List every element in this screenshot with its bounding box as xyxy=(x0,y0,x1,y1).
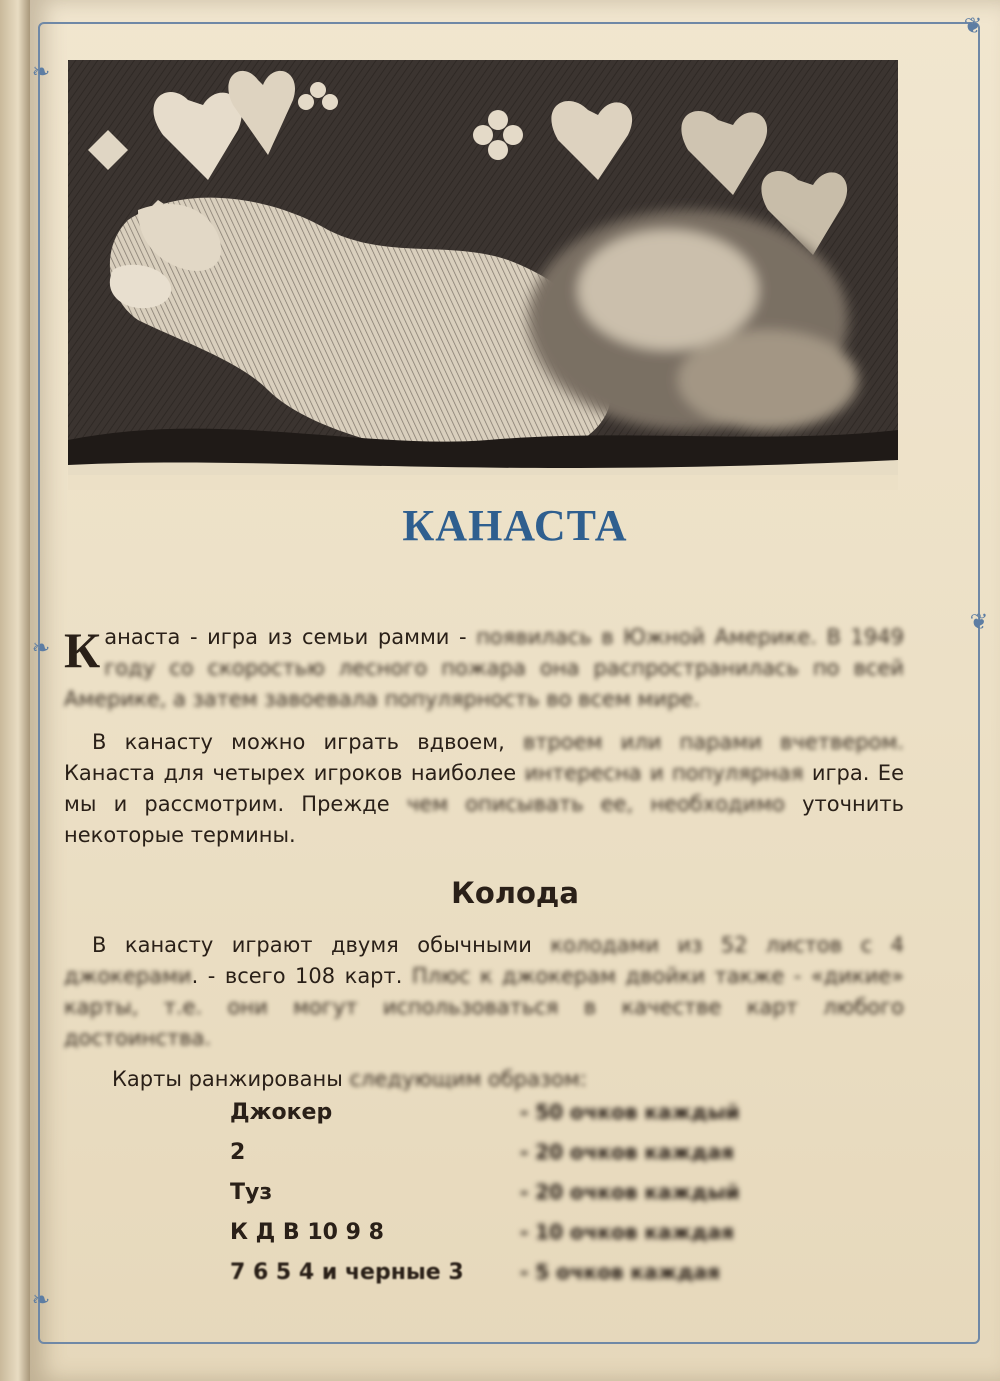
ranking-card: К Д В 10 9 8 xyxy=(230,1220,384,1245)
players-text-4: уточнить некоторые термины. xyxy=(64,792,904,847)
dropcap: К xyxy=(64,622,101,678)
players-text-3: игра. Ее мы и рассмотрим. Прежде xyxy=(64,761,904,816)
flourish-icon: ❧ xyxy=(31,636,51,661)
ranking-points: - 10 очков каждая xyxy=(520,1220,734,1244)
deck-text-1: В канасту играют двумя обычными xyxy=(92,933,551,957)
engraving-illustration xyxy=(68,60,898,490)
ranking-points: - 20 очков каждая xyxy=(520,1140,734,1164)
players-text-blurred-1: втроем или парами вчетвером. xyxy=(522,730,904,754)
players-text-1: В канасту можно играть вдвоем, xyxy=(92,730,523,754)
deck-text-blurred-2: Плюс к джокерам двойки также - «дикие» карты, т.е. они могут использоваться в качестве карт любого достоинства. xyxy=(64,964,904,1050)
deck-text-2: . - всего 108 карт. xyxy=(191,964,412,988)
flourish-icon: ❦ xyxy=(963,14,983,39)
ranking-intro-text: Карты ранжированы xyxy=(112,1067,350,1091)
players-text-blurred-3: чем описывать ее, необходимо xyxy=(406,792,785,816)
book-page xyxy=(30,0,1000,1381)
page-title: КАНАСТА xyxy=(402,501,628,550)
ranking-card: Туз xyxy=(230,1180,273,1205)
flourish-icon: ❧ xyxy=(31,1288,51,1313)
intro-text: анаста - игра из семьи рамми - xyxy=(104,625,477,649)
ranking-card: 7 6 5 4 и черные 3 xyxy=(230,1260,464,1285)
ranking-row xyxy=(230,1100,790,1140)
ranking-row xyxy=(230,1260,790,1300)
ranking-row xyxy=(230,1180,790,1220)
intro-paragraph xyxy=(64,622,904,715)
ranking-card: Джокер xyxy=(230,1100,333,1125)
left-page-edge xyxy=(0,0,30,1381)
ranking-card: 2 xyxy=(230,1140,246,1165)
ranking-row xyxy=(230,1220,790,1260)
ranking-table xyxy=(230,1100,790,1300)
deck-text-blurred-1: колодами из 52 листов с 4 джокерами xyxy=(64,933,904,988)
ranking-points: - 20 очков каждый xyxy=(520,1180,740,1204)
ranking-row xyxy=(230,1140,790,1180)
ranking-points: - 5 очков каждая xyxy=(520,1260,721,1284)
players-paragraph xyxy=(64,727,904,851)
intro-text-blurred: появилась в Южной Америке. В 1949 году со скоростью лесного пожара она распространилась по всей Америке, а затем завоевала популярность во всем мире. xyxy=(64,625,904,711)
ranking-intro xyxy=(64,1064,904,1095)
deck-paragraph xyxy=(64,930,904,1054)
flourish-icon: ❦ xyxy=(969,610,989,635)
players-text-2: Канаста для четырех игроков наиболее xyxy=(64,761,525,785)
ranking-points: - 50 очков каждый xyxy=(520,1100,740,1124)
ranking-intro-blurred: следующим образом: xyxy=(349,1067,587,1091)
section-heading: Колода xyxy=(451,876,579,910)
players-text-blurred-2: интересна и популярная xyxy=(524,761,804,785)
flourish-icon: ❧ xyxy=(31,60,51,85)
